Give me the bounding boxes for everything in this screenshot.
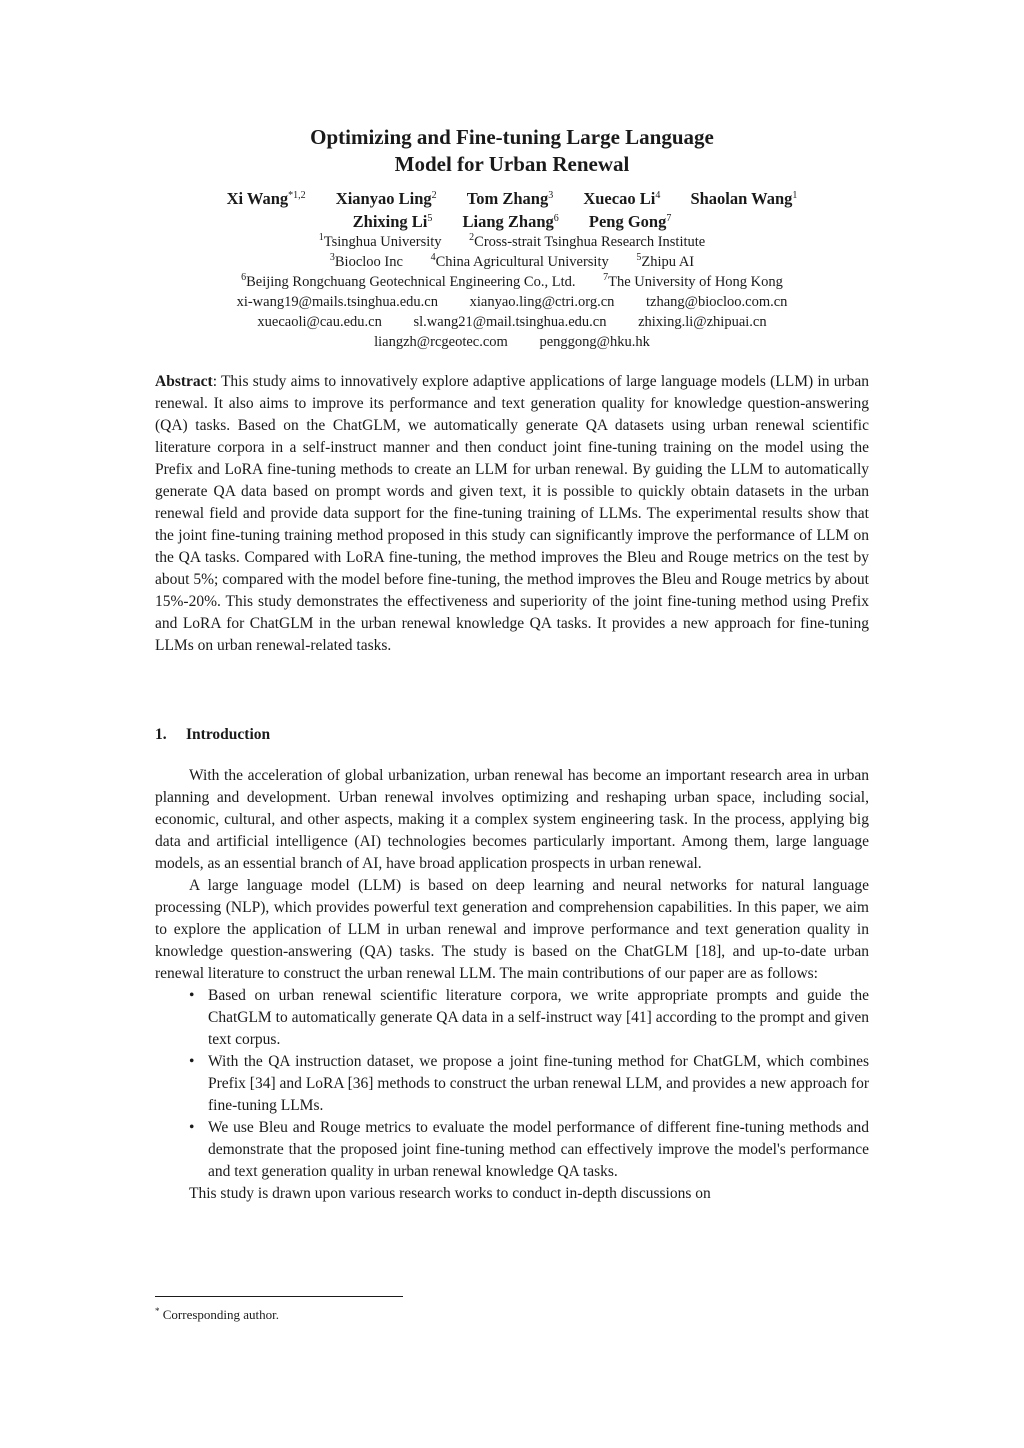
author-line-1 <box>0 187 1024 210</box>
abstract <box>155 371 869 657</box>
bullet-icon: • <box>189 1119 195 1136</box>
email-list <box>0 292 1024 352</box>
footnote-mark: * <box>155 1306 160 1316</box>
author: Tom Zhang$^3$ <box>466 189 554 208</box>
title-line-2: Model for Urban Renewal <box>394 152 630 176</box>
section-title: Introduction <box>186 726 271 743</box>
list-item <box>155 985 869 1051</box>
affiliation-line-1 <box>0 232 1024 252</box>
paragraph: With the acceleration of global urbanization, urban renewal has become an important research area in urban planning and development. Urban renewal involves optimizing and reshaping urban space, including social, economic, cultural, and other aspects, making it a complex system engineering task. In the process, applying big data and artificial intelligence (AI) technologies becomes particularly important. Among them, large language models, as an essential branch of AI, have broad application prospects in urban renewal. <box>155 767 869 872</box>
affiliation: $^4$China Agricultural University <box>430 252 609 270</box>
author: Xuecao Li$^4$ <box>583 189 661 208</box>
body-text <box>155 765 869 1205</box>
author-list <box>0 187 1024 233</box>
paper-title <box>0 124 1024 178</box>
list-item-text: With the QA instruction dataset, we propose a joint fine-tuning method for ChatGLM, which combines Prefix [34] and LoRA [36] methods to construct the urban renewal LLM, and provides a new approach for fine-tuning LLMs. <box>208 1053 869 1114</box>
section-heading <box>155 724 270 746</box>
author: Peng Gong$^7$ <box>588 212 672 231</box>
list-item-text: We use Bleu and Rouge metrics to evaluate the model performance of different fine-tuning methods and demonstrate that the proposed joint fine-tuning method can effectively improve the model's performance and text generation quality in urban renewal knowledge QA tasks. <box>208 1119 869 1180</box>
email-line-2 <box>0 312 1024 332</box>
email: penggong@hku.hk <box>539 334 650 350</box>
affiliation: $^5$Zhipu AI <box>636 252 695 270</box>
paragraph: A large language model (LLM) is based on deep learning and neural networks for natural language processing (NLP), which provides powerful text generation and comprehension capabilities. In this paper, we aim to explore the application of LLM in urban renewal and improve performance and text generation quality in knowledge question-answering (QA) tasks. The study is based on the ChatGLM [18], and up-to-date urban renewal literature to construct the urban renewal LLM. The main contributions of our paper are as follows: <box>155 877 869 982</box>
email: xianyao.ling@ctri.org.cn <box>469 294 615 310</box>
bullet-icon: • <box>189 987 195 1004</box>
email-line-1 <box>0 292 1024 312</box>
affiliation: $^6$Beijing Rongchuang Geotechnical Engineering Co., Ltd. <box>241 272 576 290</box>
author: Xi Wang$^{*1,2}$ <box>226 189 306 208</box>
email: xuecaoli@cau.edu.cn <box>257 314 382 330</box>
paragraph: This study is drawn upon various research works to conduct in-depth discussions on <box>189 1185 711 1202</box>
affiliation: $^1$Tsinghua University <box>318 232 442 250</box>
affiliation-line-2 <box>0 252 1024 272</box>
email-line-3 <box>0 332 1024 352</box>
author-line-2 <box>0 210 1024 233</box>
list-item <box>155 1117 869 1183</box>
email: xi-wang19@mails.tsinghua.edu.cn <box>236 294 438 310</box>
affiliation-line-3 <box>0 272 1024 292</box>
footnote-rule <box>155 1296 403 1297</box>
email: sl.wang21@mail.tsinghua.edu.cn <box>413 314 607 330</box>
contribution-list <box>155 985 869 1183</box>
affiliation: $^2$Cross-strait Tsinghua Research Institute <box>469 232 706 250</box>
affiliation: $^3$Biocloo Inc <box>329 252 403 270</box>
author: Zhixing Li$^5$ <box>352 212 433 231</box>
abstract-text: : This study aims to innovatively explore adaptive applications of large language models (LLM) in urban renewal. It also aims to improve its performance and text generation quality for knowledge question-answering (QA) tasks. Based on the ChatGLM, we automatically generate QA datasets using urban renewal scientific literature corpora in a self-instruct manner and then conduct joint fine-tuning training on the model using the Prefix and LoRA fine-tuning methods to create an LLM for urban renewal. By guiding the LLM to automatically generate QA data based on prompt words and given text, it is possible to quickly obtain datasets in the urban renewal field and provide data support for the fine-tuning training of LLMs. The experimental results show that the joint fine-tuning training method proposed in this study can significantly improve the performance of LLM on the QA tasks. Compared with LoRA fine-tuning, the method improves the Bleu and Rouge metrics on the test by about 5%; compared with the model before fine-tuning, the method improves the Bleu and Rouge metrics by about 15%-20%. This study demonstrates the effectiveness and superiority of the joint fine-tuning method using Prefix and LoRA for ChatGLM in the urban renewal knowledge QA tasks. It provides a new approach for fine-tuning LLMs on urban renewal-related tasks. <box>155 373 869 654</box>
footnote <box>155 1306 279 1324</box>
email: tzhang@biocloo.com.cn <box>646 294 788 310</box>
section-number: 1. <box>155 726 167 743</box>
list-item-text: Based on urban renewal scientific literature corpora, we write appropriate prompts and guide the ChatGLM to automatically generate QA data in a self-instruct way [41] according to the prompt and given text corpus. <box>208 987 869 1048</box>
title-line-1: Optimizing and Fine-tuning Large Language <box>310 125 714 149</box>
author: Shaolan Wang$^1$ <box>690 189 798 208</box>
author: Xianyao Ling$^2$ <box>335 189 437 208</box>
abstract-label: Abstract <box>155 373 213 390</box>
list-item <box>155 1051 869 1117</box>
email: liangzh@rcgeotec.com <box>374 334 508 350</box>
footnote-text: Corresponding author. <box>162 1307 280 1322</box>
author: Liang Zhang$^6$ <box>462 212 559 231</box>
bullet-icon: • <box>189 1053 195 1070</box>
email: zhixing.li@zhipuai.cn <box>638 314 767 330</box>
affiliation: $^7$The University of Hong Kong <box>603 272 783 290</box>
affiliations <box>0 232 1024 352</box>
